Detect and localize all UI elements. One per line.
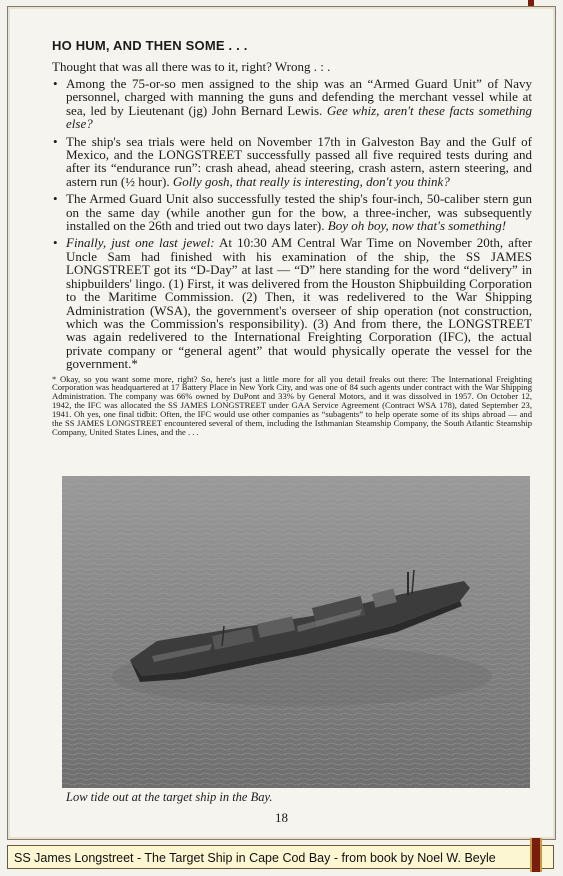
bullet-aside: Gee whiz, aren't these facts something else?	[66, 102, 532, 132]
intro-text: Thought that was all there was to it, right? Wrong . : .	[52, 59, 331, 74]
title-bar-accent	[530, 838, 542, 872]
bullet-aside: Golly gosh, that really is interesting, don't you think?	[169, 173, 450, 189]
bullet-aside: Boy oh boy, now that's something!	[324, 218, 507, 234]
page-number: 18	[275, 810, 288, 825]
bullet-item	[50, 236, 532, 370]
bullet-item	[50, 77, 532, 131]
bullet-text: At 10:30 AM Central War Time on November 20th, after Uncle Sam had finished with his examination of the ship, the SS JAMES LONGSTREET got its “D-Day” at last — “D” here standing for the word “delivery” in shipbuilders' lingo. (1) First, it was delivered from the Houston Shipbuilding Corporation to the Maritime Commission. (2) Then, it was redelivered to the War Shipping Administration (WSA), the government's overseer of ship operation (not construction, which was the Commission's responsibility). (3) And from there, the LONGSTREET was again redelivered to the International Freighting Corporation (IFC), the actual private company or “general agent” that would physically operate the vessel for the government.*	[66, 235, 532, 372]
bullet-item	[50, 192, 532, 232]
bullet-text: The Armed Guard Unit also successfully tested the ship's four-inch, 50-caliber stern gun on the same day (while another gun for the bow, a three-incher, was subsequently installed on the 26th and tried out two days later).	[66, 191, 532, 234]
bullet-text: The ship's sea trials were held on November 17th in Galveston Bay and the Gulf of Mexico, and the LONGSTREET successfully passed all five required tests during and after its “endurance run”: crash ahead, ahead steering, crash astern, astern steering, and astern run (½ hour).	[66, 133, 532, 189]
ship-photo	[62, 476, 530, 788]
photo-caption: Low tide out at the target ship in the Bay.	[66, 790, 273, 804]
bullet-text: Among the 75-or-so men assigned to the ship was an “Armed Guard Unit” of Navy personnel, charged with manning the guns and defending the merchant vessel while at sea, led by Lieutenant (jg) John Bernard Lewis.	[66, 76, 532, 118]
section-heading: HO HUM, AND THEN SOME . . .	[52, 38, 248, 53]
bullet-list	[50, 77, 532, 371]
bullet-icon: •	[53, 191, 58, 207]
book-page	[50, 38, 532, 437]
bullet-icon: •	[53, 133, 58, 149]
ship-photo-image	[62, 476, 530, 788]
bullet-icon: •	[53, 235, 58, 251]
footnote: * Okay, so you want some more, right? So, here's just a little more for all you detail freaks out there: The International Freighting Corporation was headquartered at 17 Battery Place in New York City, and was one of 84 such agents under contract with the War Shipping Administration. The company was 66% owned by DuPont and 33% by General Motors, and it was dissolved in 1957. On October 12, 1942, the IFC was allocated the SS JAMES LONGSTREET under GAA Service Agreement (Contract WSA 178), dated September 23, 1941. Oh yes, one final tidbit: Often, the IFC would use other companies as “subagents” to help operate some of its ships abroad — and the SS JAMES LONGSTREET encountered several of them, including the Isthmanian Steamship Company, the South Atlantic Steamship Company, United States Lines, and the . . .	[52, 373, 532, 437]
bullet-lead: Finally, just one last jewel:	[66, 235, 215, 251]
bullet-icon: •	[53, 76, 58, 91]
bullet-item	[50, 135, 532, 189]
title-bar: SS James Longstreet - The Target Ship in Cape Cod Bay - from book by Noel W. Beyle	[7, 845, 554, 869]
corner-marker	[528, 0, 534, 6]
